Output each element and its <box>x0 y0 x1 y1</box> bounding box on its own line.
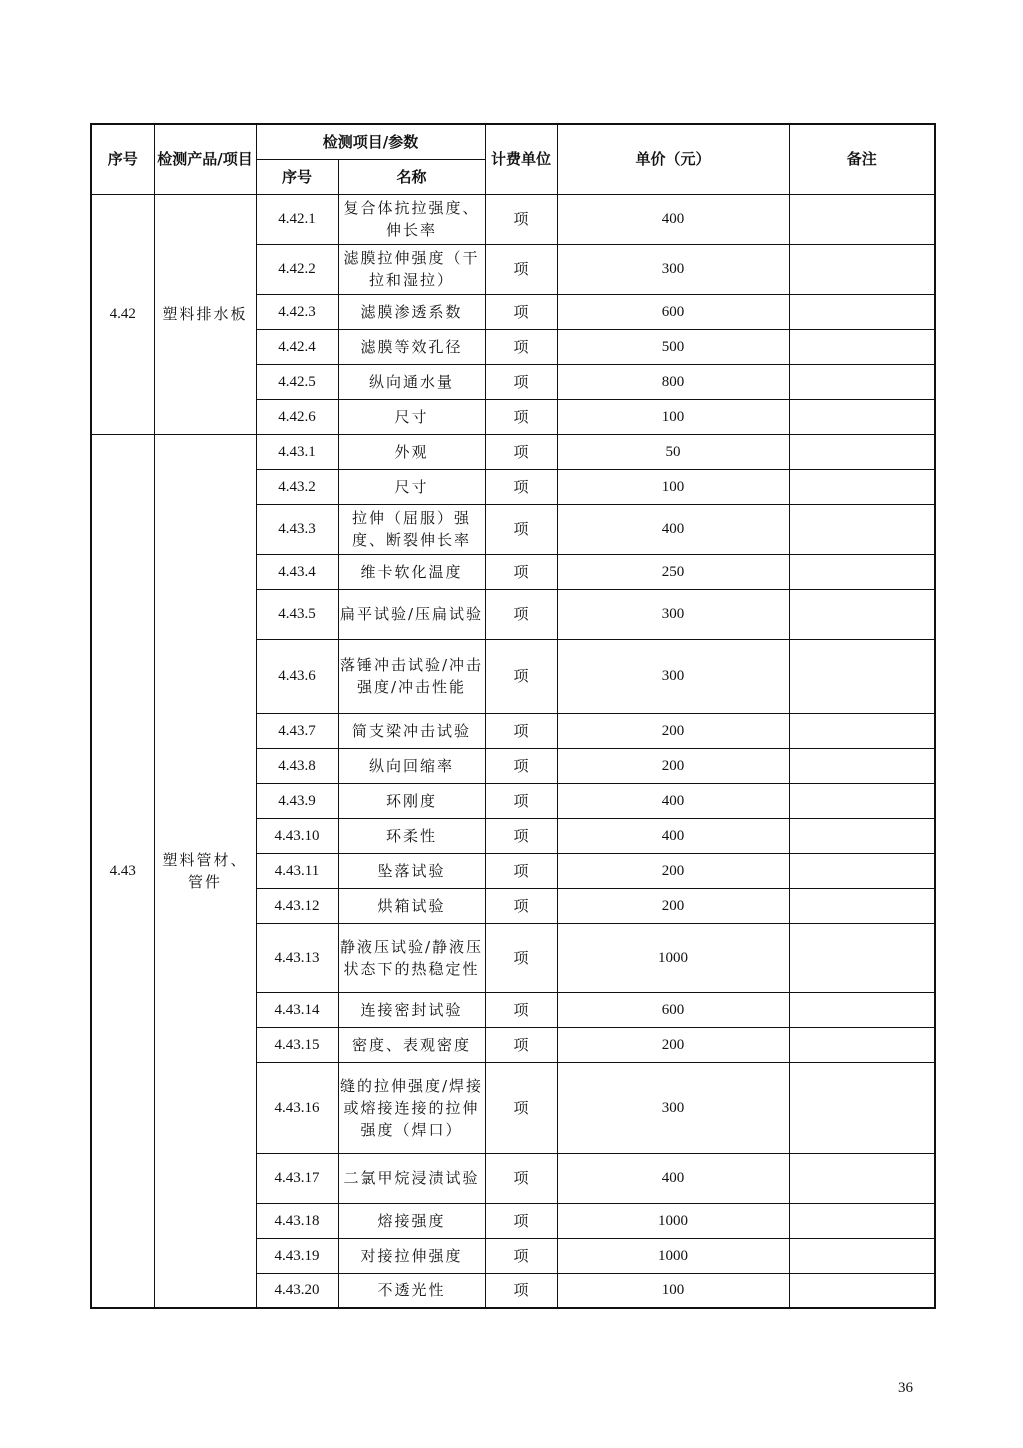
item-unit: 项 <box>485 1273 557 1308</box>
item-name: 熔接强度 <box>338 1203 485 1238</box>
item-code: 4.42.4 <box>256 329 338 364</box>
item-unit: 项 <box>485 639 557 713</box>
item-unit: 项 <box>485 469 557 504</box>
item-unit: 项 <box>485 1203 557 1238</box>
item-name: 环柔性 <box>338 818 485 853</box>
item-code: 4.43.4 <box>256 554 338 589</box>
table-row <box>91 194 935 244</box>
item-price: 400 <box>557 783 789 818</box>
item-remark <box>789 783 935 818</box>
item-remark <box>789 713 935 748</box>
item-code: 4.43.20 <box>256 1273 338 1308</box>
item-code: 4.42.2 <box>256 244 338 294</box>
item-code: 4.42.5 <box>256 364 338 399</box>
item-name: 不透光性 <box>338 1273 485 1308</box>
item-price: 500 <box>557 329 789 364</box>
table-row <box>91 434 935 469</box>
item-unit: 项 <box>485 399 557 434</box>
item-code: 4.43.12 <box>256 888 338 923</box>
item-remark <box>789 469 935 504</box>
item-unit: 项 <box>485 434 557 469</box>
item-remark <box>789 1273 935 1308</box>
item-code: 4.43.14 <box>256 992 338 1027</box>
item-code: 4.43.18 <box>256 1203 338 1238</box>
item-price: 300 <box>557 244 789 294</box>
item-code: 4.43.3 <box>256 504 338 554</box>
item-code: 4.42.3 <box>256 294 338 329</box>
item-remark <box>789 853 935 888</box>
item-unit: 项 <box>485 329 557 364</box>
item-unit: 项 <box>485 888 557 923</box>
item-name: 扁平试验/压扁试验 <box>338 589 485 639</box>
item-code: 4.43.8 <box>256 748 338 783</box>
item-unit: 项 <box>485 504 557 554</box>
group-seq: 4.42 <box>91 194 154 434</box>
item-name: 落锤冲击试验/冲击强度/冲击性能 <box>338 639 485 713</box>
group-product: 塑料排水板 <box>154 194 256 434</box>
item-remark <box>789 923 935 992</box>
item-code: 4.43.6 <box>256 639 338 713</box>
item-code: 4.43.15 <box>256 1027 338 1062</box>
item-remark <box>789 554 935 589</box>
item-price: 250 <box>557 554 789 589</box>
item-code: 4.42.1 <box>256 194 338 244</box>
item-name: 坠落试验 <box>338 853 485 888</box>
item-remark <box>789 329 935 364</box>
item-remark <box>789 748 935 783</box>
header-item-params: 检测项目/参数 <box>256 124 485 159</box>
item-name: 烘箱试验 <box>338 888 485 923</box>
item-remark <box>789 194 935 244</box>
item-unit: 项 <box>485 818 557 853</box>
item-remark <box>789 1238 935 1273</box>
item-price: 1000 <box>557 1203 789 1238</box>
item-price: 1000 <box>557 923 789 992</box>
item-remark <box>789 294 935 329</box>
item-unit: 项 <box>485 1153 557 1203</box>
item-unit: 项 <box>485 853 557 888</box>
item-name: 尺寸 <box>338 399 485 434</box>
item-price: 100 <box>557 1273 789 1308</box>
item-remark <box>789 1027 935 1062</box>
header-fee-unit: 计费单位 <box>485 124 557 194</box>
item-remark <box>789 1203 935 1238</box>
item-price: 50 <box>557 434 789 469</box>
item-name: 纵向回缩率 <box>338 748 485 783</box>
item-remark <box>789 992 935 1027</box>
item-price: 300 <box>557 639 789 713</box>
item-code: 4.43.13 <box>256 923 338 992</box>
item-price: 400 <box>557 194 789 244</box>
item-name: 连接密封试验 <box>338 992 485 1027</box>
item-unit: 项 <box>485 554 557 589</box>
item-code: 4.43.9 <box>256 783 338 818</box>
header-sub-seq: 序号 <box>256 159 338 194</box>
item-name: 尺寸 <box>338 469 485 504</box>
item-code: 4.43.11 <box>256 853 338 888</box>
item-code: 4.43.7 <box>256 713 338 748</box>
table-header <box>91 124 935 194</box>
item-remark <box>789 639 935 713</box>
header-remarks: 备注 <box>789 124 935 194</box>
item-price: 100 <box>557 399 789 434</box>
item-price: 200 <box>557 853 789 888</box>
item-unit: 项 <box>485 1238 557 1273</box>
item-name: 环刚度 <box>338 783 485 818</box>
item-unit: 项 <box>485 364 557 399</box>
header-sub-name: 名称 <box>338 159 485 194</box>
item-unit: 项 <box>485 748 557 783</box>
item-name: 缝的拉伸强度/焊接或熔接连接的拉伸强度（焊口） <box>338 1062 485 1153</box>
item-price: 200 <box>557 748 789 783</box>
item-name: 外观 <box>338 434 485 469</box>
item-name: 简支梁冲击试验 <box>338 713 485 748</box>
item-price: 300 <box>557 589 789 639</box>
item-remark <box>789 504 935 554</box>
item-name: 滤膜拉伸强度（干拉和湿拉） <box>338 244 485 294</box>
item-unit: 项 <box>485 992 557 1027</box>
item-price: 600 <box>557 992 789 1027</box>
item-name: 密度、表观密度 <box>338 1027 485 1062</box>
item-price: 800 <box>557 364 789 399</box>
item-code: 4.43.19 <box>256 1238 338 1273</box>
item-remark <box>789 1062 935 1153</box>
item-price: 400 <box>557 1153 789 1203</box>
item-name: 拉伸（屈服）强度、断裂伸长率 <box>338 504 485 554</box>
item-code: 4.42.6 <box>256 399 338 434</box>
item-code: 4.43.5 <box>256 589 338 639</box>
item-name: 对接拉伸强度 <box>338 1238 485 1273</box>
group-product: 塑料管材、管件 <box>154 434 256 1308</box>
group-seq: 4.43 <box>91 434 154 1308</box>
item-price: 400 <box>557 504 789 554</box>
item-remark <box>789 244 935 294</box>
item-remark <box>789 888 935 923</box>
item-unit: 项 <box>485 783 557 818</box>
fee-table <box>90 123 936 1309</box>
item-name: 滤膜等效孔径 <box>338 329 485 364</box>
item-price: 200 <box>557 1027 789 1062</box>
item-code: 4.43.16 <box>256 1062 338 1153</box>
item-name: 静液压试验/静液压状态下的热稳定性 <box>338 923 485 992</box>
item-unit: 项 <box>485 589 557 639</box>
item-unit: 项 <box>485 294 557 329</box>
item-code: 4.43.17 <box>256 1153 338 1203</box>
item-unit: 项 <box>485 923 557 992</box>
item-code: 4.43.1 <box>256 434 338 469</box>
item-code: 4.43.10 <box>256 818 338 853</box>
item-price: 200 <box>557 713 789 748</box>
item-remark <box>789 818 935 853</box>
item-price: 400 <box>557 818 789 853</box>
item-unit: 项 <box>485 1027 557 1062</box>
item-price: 300 <box>557 1062 789 1153</box>
header-unit-price: 单价（元） <box>557 124 789 194</box>
item-price: 200 <box>557 888 789 923</box>
item-name: 纵向通水量 <box>338 364 485 399</box>
item-price: 1000 <box>557 1238 789 1273</box>
item-unit: 项 <box>485 244 557 294</box>
item-name: 复合体抗拉强度、伸长率 <box>338 194 485 244</box>
header-product: 检测产品/项目 <box>154 124 256 194</box>
item-remark <box>789 364 935 399</box>
item-remark <box>789 1153 935 1203</box>
item-remark <box>789 434 935 469</box>
table-body <box>91 194 935 1308</box>
item-price: 600 <box>557 294 789 329</box>
item-name: 维卡软化温度 <box>338 554 485 589</box>
item-remark <box>789 589 935 639</box>
item-remark <box>789 399 935 434</box>
item-unit: 项 <box>485 713 557 748</box>
item-name: 滤膜渗透系数 <box>338 294 485 329</box>
header-seq: 序号 <box>91 124 154 194</box>
item-unit: 项 <box>485 1062 557 1153</box>
page-number: 36 <box>898 1380 913 1396</box>
item-unit: 项 <box>485 194 557 244</box>
item-code: 4.43.2 <box>256 469 338 504</box>
item-name: 二氯甲烷浸渍试验 <box>338 1153 485 1203</box>
item-price: 100 <box>557 469 789 504</box>
